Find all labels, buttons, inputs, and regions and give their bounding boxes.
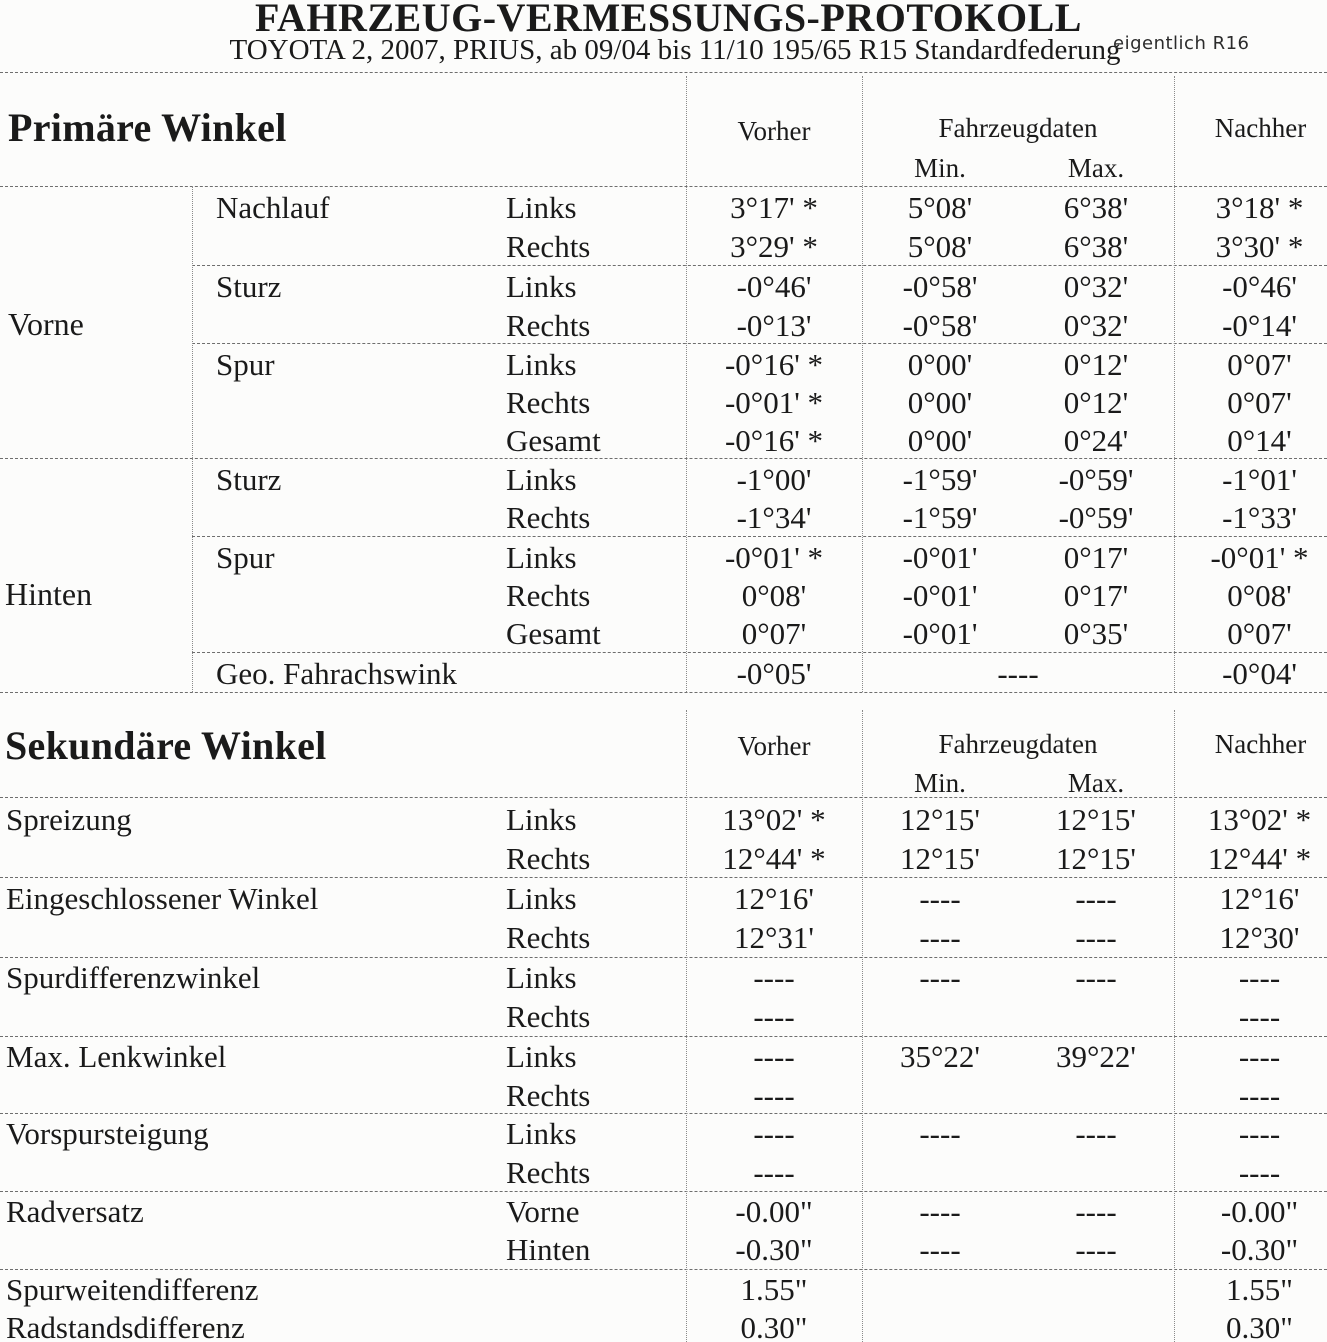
nachher-value: ---- (1238, 1038, 1281, 1074)
min-value: 0°00' (907, 346, 973, 382)
side-label: Vorne (506, 1193, 580, 1229)
max-value: ---- (1075, 880, 1117, 916)
side-label: Hinten (506, 1231, 591, 1267)
col-header-fahrzeugdaten: Fahrzeugdaten (938, 729, 1098, 759)
table-row (0, 538, 1327, 577)
max-value: 0°24' (1063, 422, 1129, 458)
vorher-value: ---- (753, 1077, 795, 1113)
side-label: Rechts (506, 228, 591, 264)
min-value: -0°01' (902, 615, 978, 651)
min-value: ---- (919, 1231, 961, 1267)
nachher-value: 12°30' (1219, 919, 1300, 955)
param-label: Spurdifferenzwinkel (6, 959, 261, 995)
nachher-value: -0°04' (1222, 655, 1297, 691)
table-row (0, 383, 1327, 422)
nachher-value: 0°07' (1227, 346, 1292, 382)
table-row (0, 800, 1327, 839)
vorher-value: 12°44' * (722, 840, 826, 876)
table-row (0, 267, 1327, 306)
h-divider (0, 186, 1327, 187)
vorher-value: -1°34' (736, 499, 812, 535)
nachher-value: -0.30" (1220, 1231, 1299, 1267)
table-row (0, 188, 1327, 227)
max-value: 6°38' (1063, 228, 1129, 264)
min-value: -0°01' (902, 539, 978, 575)
section-heading-primary: Primäre Winkel (8, 105, 287, 150)
max-value: ---- (1075, 959, 1117, 995)
side-label: Links (506, 1115, 577, 1151)
min-value: ---- (919, 880, 961, 916)
vorher-value: -0°16' * (724, 346, 824, 382)
max-value: ---- (1075, 1115, 1117, 1151)
max-value: 0°32' (1063, 307, 1129, 343)
side-label: Rechts (506, 919, 591, 955)
vorher-value: 3°17' * (730, 189, 818, 225)
min-value: -0°58' (902, 268, 978, 304)
min-value: ---- (919, 919, 961, 955)
table-row (0, 1114, 1327, 1153)
group-label-vorne: Vorne (8, 306, 84, 342)
side-label: Rechts (506, 577, 591, 613)
nachher-value: ---- (1238, 1115, 1281, 1151)
vorher-value: 0°07' (741, 615, 807, 651)
param-label: Spur (216, 346, 275, 382)
nachher-value: -1°33' (1222, 499, 1297, 535)
nachher-value: ---- (1238, 1077, 1281, 1113)
vorher-value: 12°16' (734, 880, 814, 916)
vorher-value: ---- (753, 1115, 795, 1151)
max-value: 39°22' (1056, 1038, 1136, 1074)
max-value: 0°12' (1063, 384, 1129, 420)
nachher-value: 0°07' (1227, 615, 1292, 651)
nachher-value: 0°14' (1227, 422, 1292, 458)
table-row (0, 1270, 1327, 1309)
col-header-vorher: Vorher (737, 731, 811, 761)
document-title: FAHRZEUG-VERMESSUNGS-PROTOKOLL (255, 0, 1082, 40)
vorher-value: 1.55" (740, 1271, 808, 1307)
param-label: Radstandsdifferenz (6, 1309, 245, 1342)
col-header-vorher: Vorher (737, 116, 811, 146)
vorher-value: -1°00' (736, 461, 812, 497)
vorher-value: -0°46' (736, 268, 812, 304)
nachher-value: 0°08' (1227, 577, 1292, 613)
table-row (0, 498, 1327, 537)
table-row (0, 958, 1327, 997)
param-label: Sturz (216, 268, 282, 304)
vorher-value: ---- (753, 1154, 795, 1190)
param-label: Nachlauf (216, 189, 330, 225)
param-label: Spur (216, 539, 275, 575)
side-label: Rechts (506, 840, 591, 876)
table-row (0, 1308, 1327, 1342)
table-row (0, 306, 1327, 345)
min-value: 5°08' (907, 189, 973, 225)
min-value: -1°59' (902, 499, 978, 535)
nachher-value: ---- (1238, 1154, 1281, 1190)
table-row (0, 1192, 1327, 1231)
side-label: Gesamt (506, 615, 601, 651)
min-value: 12°15' (900, 801, 980, 837)
vorher-value: -0.30" (735, 1231, 813, 1267)
max-value: 12°15' (1056, 840, 1136, 876)
side-label: Rechts (506, 384, 591, 420)
max-value: -0°59' (1058, 461, 1134, 497)
min-value: ---- (919, 1193, 961, 1229)
side-label: Links (506, 268, 577, 304)
vorher-value: -0°01' * (724, 539, 824, 575)
min-value: -0°01' (902, 577, 978, 613)
param-label: Spurweitendifferenz (6, 1271, 259, 1307)
h-divider (0, 72, 1327, 73)
side-label: Rechts (506, 307, 591, 343)
max-value: ---- (1075, 1231, 1117, 1267)
table-row (0, 1230, 1327, 1269)
param-label: Sturz (216, 461, 282, 497)
table-row (0, 227, 1327, 266)
nachher-value: -0°01' * (1210, 539, 1309, 575)
nachher-value: 12°16' (1219, 880, 1300, 916)
param-label: Radversatz (6, 1193, 144, 1229)
side-label: Links (506, 346, 577, 382)
side-label: Gesamt (506, 422, 601, 458)
max-value: 0°35' (1063, 615, 1129, 651)
minmax-value: ---- (997, 655, 1039, 691)
nachher-value: -0.00" (1220, 1193, 1299, 1229)
nachher-value: 3°30' * (1215, 228, 1304, 264)
nachher-value: 0.30" (1226, 1309, 1293, 1342)
side-label: Rechts (506, 998, 591, 1034)
nachher-value: -0°46' (1222, 268, 1297, 304)
table-row (0, 345, 1327, 384)
nachher-value: 12°44' * (1207, 840, 1312, 876)
max-value: 0°17' (1063, 577, 1129, 613)
min-value: ---- (919, 1115, 961, 1151)
side-label: Links (506, 539, 577, 575)
nachher-value: 0°07' (1227, 384, 1292, 420)
vorher-value: -0°13' (736, 307, 812, 343)
vorher-value: ---- (753, 998, 795, 1034)
vorher-value: -0°16' * (724, 422, 824, 458)
table-row (0, 460, 1327, 499)
col-header-fahrzeugdaten: Fahrzeugdaten (938, 113, 1098, 143)
side-label: Rechts (506, 1154, 591, 1190)
col-header-min: Min. (914, 153, 966, 183)
param-label: Spreizung (6, 801, 132, 837)
col-header-min: Min. (914, 768, 966, 798)
col-header-nachher: Nachher (1214, 113, 1307, 143)
table-row (0, 918, 1327, 957)
vorher-value: -0°01' * (724, 384, 824, 420)
vorher-value: ---- (753, 959, 795, 995)
side-label: Links (506, 1038, 577, 1074)
table-row (0, 614, 1327, 653)
vorher-value: -0.00" (735, 1193, 813, 1229)
vorher-value: 13°02' * (722, 801, 826, 837)
nachher-value: 3°18' * (1215, 189, 1304, 225)
max-value: 0°12' (1063, 346, 1129, 382)
document-subtitle: TOYOTA 2, 2007, PRIUS, ab 09/04 bis 11/10 195/65 R15 Standardfederung (229, 34, 1121, 66)
min-value: 35°22' (900, 1038, 980, 1074)
min-value: 5°08' (907, 228, 973, 264)
col-header-max: Max. (1067, 768, 1125, 798)
margin-note: eigentlich R16 (1113, 33, 1250, 54)
min-value: 0°00' (907, 422, 973, 458)
table-row (0, 1153, 1327, 1192)
table-row (0, 879, 1327, 918)
section-heading-secondary: Sekundäre Winkel (5, 723, 327, 768)
nachher-value: -1°01' (1222, 461, 1297, 497)
param-label: Geo. Fahrachswink (216, 655, 458, 691)
max-value: 12°15' (1056, 801, 1136, 837)
table-row (0, 1037, 1327, 1076)
min-value: -1°59' (902, 461, 978, 497)
side-label: Links (506, 959, 577, 995)
param-label: Vorspursteigung (6, 1115, 209, 1151)
vorher-value: -0°05' (736, 655, 812, 691)
side-label: Rechts (506, 499, 591, 535)
vorher-value: ---- (753, 1038, 795, 1074)
table-row (0, 839, 1327, 878)
nachher-value: 13°02' * (1207, 801, 1312, 837)
max-value: 6°38' (1063, 189, 1129, 225)
side-label: Links (506, 801, 577, 837)
min-value: ---- (919, 959, 961, 995)
side-label: Rechts (506, 1077, 591, 1113)
nachher-value: -0°14' (1222, 307, 1297, 343)
table-row (0, 576, 1327, 615)
table-row (0, 997, 1327, 1036)
max-value: ---- (1075, 919, 1117, 955)
max-value: -0°59' (1058, 499, 1134, 535)
col-header-nachher: Nachher (1214, 729, 1307, 759)
max-value: 0°17' (1063, 539, 1129, 575)
table-row (0, 1076, 1327, 1115)
table-row (0, 654, 1327, 693)
vorher-value: 0.30" (740, 1309, 808, 1342)
side-label: Links (506, 189, 577, 225)
max-value: 0°32' (1063, 268, 1129, 304)
vorher-value: 12°31' (734, 919, 814, 955)
param-label: Max. Lenkwinkel (6, 1038, 227, 1074)
group-label-hinten: Hinten (5, 576, 93, 612)
nachher-value: ---- (1238, 959, 1281, 995)
min-value: -0°58' (902, 307, 978, 343)
min-value: 0°00' (907, 384, 973, 420)
vorher-value: 3°29' * (730, 228, 818, 264)
table-row (0, 421, 1327, 460)
min-value: 12°15' (900, 840, 980, 876)
side-label: Links (506, 461, 577, 497)
nachher-value: 1.55" (1226, 1271, 1293, 1307)
param-label: Eingeschlossener Winkel (6, 880, 319, 916)
col-header-max: Max. (1067, 153, 1125, 183)
vorher-value: 0°08' (741, 577, 807, 613)
max-value: ---- (1075, 1193, 1117, 1229)
nachher-value: ---- (1238, 998, 1281, 1034)
side-label: Links (506, 880, 577, 916)
